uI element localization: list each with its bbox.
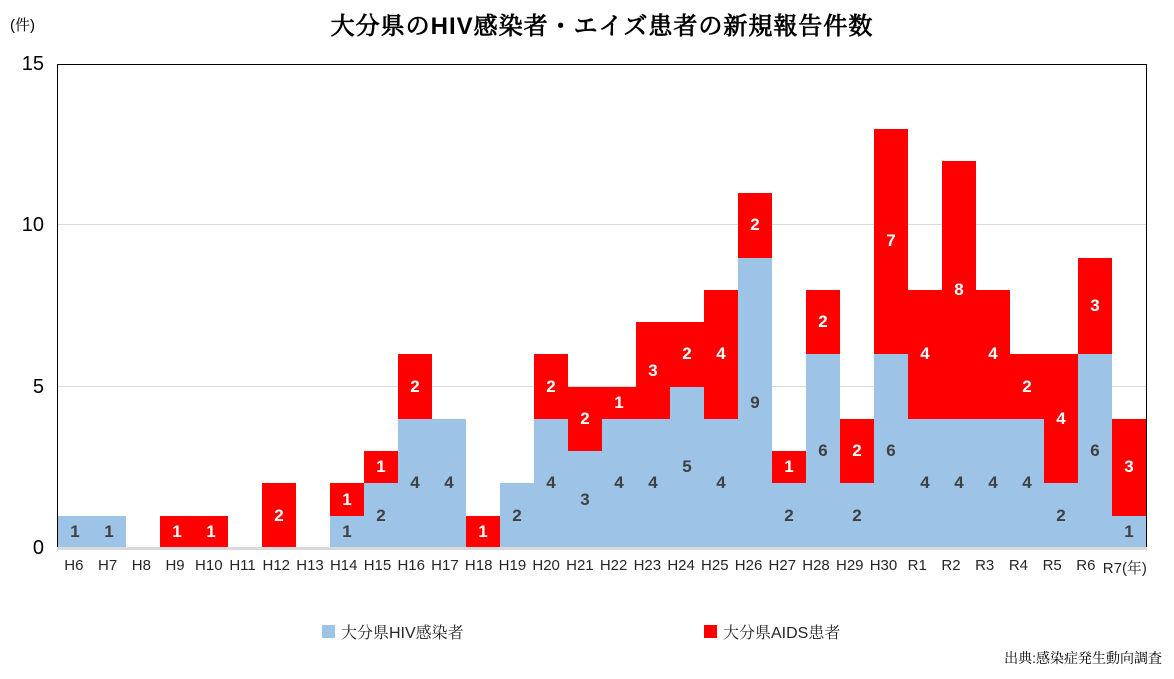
x-tick-label: H10 (195, 557, 223, 574)
x-tick-label: H26 (734, 557, 763, 574)
y-tick-label: 5 (32, 375, 44, 398)
y-tick-label: 0 (32, 537, 44, 559)
hiv-bar-segment (772, 483, 806, 548)
hiv-bar-segment (58, 516, 92, 548)
legend-swatch-hiv-icon (322, 625, 335, 638)
bar-column (840, 65, 874, 548)
x-tick-label: H17 (431, 557, 459, 574)
hiv-bar-segment (908, 419, 942, 548)
bar-value-label: 3 (1090, 296, 1100, 315)
bar-column (1010, 65, 1044, 548)
bar-column (806, 65, 840, 548)
bar-value-label: 9 (750, 392, 760, 412)
x-tick-label: H29 (835, 557, 864, 574)
bar-value-label: 2 (410, 376, 420, 396)
bar-column (772, 65, 806, 548)
bar-value-label: 1 (342, 489, 352, 509)
bar-value-label: 4 (648, 473, 658, 493)
aids-bar-segment (262, 483, 296, 548)
bar-column (160, 65, 194, 548)
bar-column (942, 65, 976, 548)
aids-bar-segment (1010, 354, 1044, 419)
bar-column (670, 65, 704, 548)
bar-value-label: 4 (1022, 473, 1032, 493)
bar-value-label: 8 (954, 279, 964, 299)
bar-column (92, 65, 126, 548)
hiv-bar-segment (330, 516, 364, 548)
bar-column (704, 65, 738, 548)
legend-label-aids: 大分県AIDS患者 (723, 625, 841, 642)
x-tick-label: R4 (1008, 557, 1029, 574)
hiv-bar-segment (670, 387, 704, 548)
aids-bar-segment (568, 387, 602, 452)
x-tick-label: H18 (464, 557, 493, 574)
hiv-bar-segment (840, 483, 874, 548)
bar-value-label: 2 (750, 215, 760, 235)
x-axis-line (57, 547, 1147, 550)
x-tick-label: R3 (975, 557, 995, 574)
bar-column (58, 65, 92, 548)
bar-column (330, 65, 364, 548)
bar-value-label: 4 (1056, 408, 1066, 428)
bar-value-label: 4 (716, 344, 726, 364)
aids-bar-segment (942, 161, 976, 419)
x-tick-label: H9 (165, 557, 185, 574)
bar-column (364, 65, 398, 548)
x-tick-label: R5 (1042, 557, 1062, 574)
x-tick-label: H20 (532, 557, 560, 574)
bar-column (976, 65, 1010, 548)
bar-value-label: 1 (172, 521, 182, 541)
x-tick-label: R1 (907, 557, 927, 574)
aids-bar-segment (772, 451, 806, 483)
x-tick-label: H16 (397, 557, 425, 574)
hiv-bar-segment (636, 419, 670, 548)
bar-column (296, 65, 330, 548)
bar-value-label: 2 (546, 376, 556, 396)
bar-value-label: 1 (376, 457, 386, 477)
hiv-bar-segment (432, 419, 466, 548)
bar-column (126, 65, 160, 548)
bar-column (534, 65, 568, 548)
bar-column (432, 65, 466, 548)
hiv-bar-segment (806, 354, 840, 548)
y-axis-unit-label: (件) (10, 17, 35, 34)
bar-value-label: 2 (376, 505, 386, 525)
x-tick-label: H30 (869, 557, 898, 574)
legend-item-aids (704, 620, 840, 643)
x-tick-label: H15 (363, 557, 392, 574)
hiv-bar-segment (92, 516, 126, 548)
bar-value-label: 3 (580, 489, 590, 509)
aids-bar-segment (534, 354, 568, 419)
aids-bar-segment (636, 322, 670, 419)
x-tick-label: H19 (498, 557, 527, 574)
bar-column (908, 65, 942, 548)
x-tick-label: H12 (262, 557, 291, 574)
bar-value-label: 2 (784, 505, 794, 525)
bar-column (228, 65, 262, 548)
aids-bar-segment (364, 451, 398, 483)
bar-value-label: 2 (580, 408, 590, 428)
bar-value-label: 4 (614, 473, 624, 493)
aids-bar-segment (840, 419, 874, 484)
x-tick-label: H14 (329, 557, 358, 574)
bar-column (602, 65, 636, 548)
hiv-bar-segment (704, 419, 738, 548)
aids-bar-segment (602, 387, 636, 419)
bar-value-label: 6 (886, 441, 896, 461)
bar-value-label: 2 (852, 441, 862, 461)
bar-value-label: 1 (478, 521, 488, 541)
bar-value-label: 1 (206, 521, 216, 541)
hiv-bar-segment (602, 419, 636, 548)
bar-value-label: 6 (818, 441, 828, 461)
bar-value-label: 3 (648, 360, 658, 380)
hiv-bar-segment (398, 419, 432, 548)
hiv-bar-segment (874, 354, 908, 548)
bar-column (1112, 65, 1146, 548)
bar-column (1044, 65, 1078, 548)
hiv-bar-segment (1112, 516, 1146, 548)
aids-bar-segment (330, 483, 364, 515)
hiv-bar-segment (364, 483, 398, 548)
aids-bar-segment (806, 290, 840, 355)
hiv-bar-segment (1044, 483, 1078, 548)
bar-value-label: 1 (1124, 521, 1134, 541)
bar-column (194, 65, 228, 548)
x-tick-label: H8 (131, 557, 151, 574)
bar-value-label: 4 (920, 473, 930, 493)
legend-label-hiv: 大分県HIV感染者 (341, 625, 464, 642)
x-tick-label: H28 (802, 557, 830, 574)
aids-bar-segment (398, 354, 432, 419)
bar-value-label: 2 (274, 505, 284, 525)
x-tick-label: H13 (296, 557, 324, 574)
hiv-bar-segment (534, 419, 568, 548)
bar-value-label: 4 (954, 473, 964, 493)
y-tick-label: 10 (21, 214, 44, 237)
bar-column (568, 65, 602, 548)
bar-value-label: 4 (546, 473, 556, 493)
bar-value-label: 2 (682, 344, 692, 364)
hiv-bar-segment (568, 451, 602, 548)
aids-bar-segment (1112, 419, 1146, 516)
bar-value-label: 1 (70, 521, 80, 541)
x-tick-label: H24 (667, 557, 695, 574)
bar-value-label: 7 (886, 231, 896, 251)
bar-value-label: 2 (852, 505, 862, 525)
hiv-bar-segment (500, 483, 534, 548)
aids-bar-segment (1044, 354, 1078, 483)
x-tick-label: H7 (98, 557, 118, 574)
aids-bar-segment (738, 193, 772, 258)
x-tick-label: H25 (701, 557, 729, 574)
hiv-bar-segment (1078, 354, 1112, 548)
bar-value-label: 6 (1090, 441, 1100, 461)
aids-bar-segment (160, 516, 194, 548)
hiv-bar-segment (1010, 419, 1044, 548)
bar-value-label: 4 (444, 473, 454, 493)
x-tick-label: R7(年) (1102, 560, 1147, 577)
hiv-bar-segment (942, 419, 976, 548)
bar-column (874, 65, 908, 548)
aids-bar-segment (874, 129, 908, 355)
bar-value-label: 4 (716, 473, 726, 493)
x-tick-label: H11 (229, 557, 256, 574)
plot-area (57, 64, 1147, 548)
bar-column (500, 65, 534, 548)
bar-value-label: 3 (1124, 457, 1134, 477)
x-tick-label: H27 (768, 557, 797, 574)
bars-container (58, 65, 1146, 548)
aids-bar-segment (194, 516, 228, 548)
bar-value-label: 4 (410, 473, 420, 493)
bar-value-label: 1 (104, 521, 114, 541)
bar-column (738, 65, 772, 548)
hiv-bar-segment (738, 258, 772, 548)
bar-value-label: 4 (988, 344, 998, 364)
x-tick-label: H22 (599, 557, 628, 574)
x-tick-label: R6 (1076, 557, 1096, 574)
x-tick-label: R2 (941, 557, 961, 574)
bar-value-label: 2 (1022, 376, 1032, 396)
hiv-bar-segment (976, 419, 1010, 548)
aids-bar-segment (466, 516, 500, 548)
y-tick-label: 15 (21, 53, 44, 75)
bar-value-label: 2 (1056, 505, 1066, 525)
chart-title: 大分県のHIV感染者・エイズ患者の新規報告件数 (330, 13, 874, 40)
bar-value-label: 2 (818, 312, 828, 332)
aids-bar-segment (1078, 258, 1112, 355)
x-tick-label: H6 (64, 557, 84, 574)
legend-item-hiv (322, 620, 464, 643)
aids-bar-segment (976, 290, 1010, 419)
bar-value-label: 1 (614, 392, 624, 412)
aids-bar-segment (908, 290, 942, 419)
bar-column (262, 65, 296, 548)
bar-column (398, 65, 432, 548)
bar-column (636, 65, 670, 548)
legend-swatch-aids-icon (704, 625, 717, 638)
bar-value-label: 4 (920, 344, 930, 364)
aids-bar-segment (704, 290, 738, 419)
source-note: 出典:感染症発生動向調査 (1004, 650, 1162, 666)
bar-column (466, 65, 500, 548)
bar-value-label: 5 (682, 457, 692, 477)
bar-value-label: 1 (784, 457, 794, 477)
x-tick-label: H21 (566, 557, 594, 574)
bar-column (1078, 65, 1112, 548)
bar-value-label: 4 (988, 473, 998, 493)
x-axis-labels (57, 557, 1147, 578)
x-tick-label: H23 (633, 557, 662, 574)
aids-bar-segment (670, 322, 704, 387)
bar-value-label: 1 (342, 521, 352, 541)
bar-value-label: 2 (512, 505, 522, 525)
